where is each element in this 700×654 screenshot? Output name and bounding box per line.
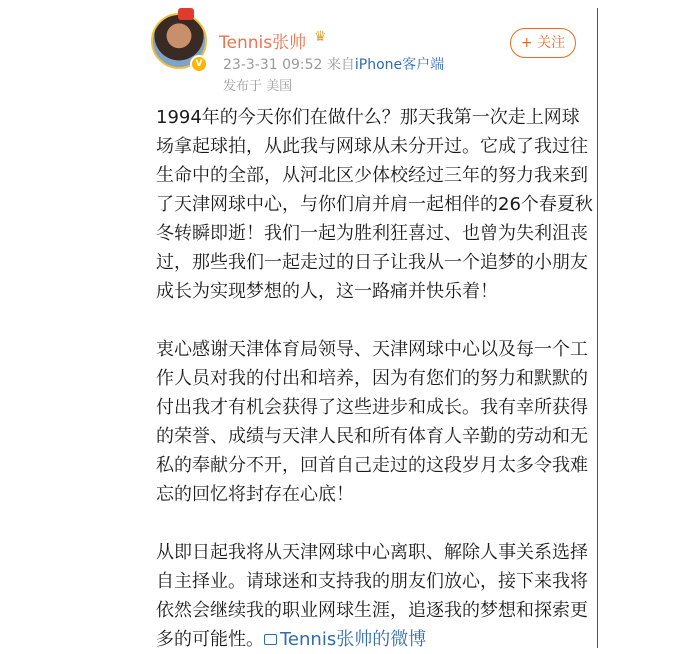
avatar-decoration-icon bbox=[178, 8, 194, 20]
crown-icon: ♛ bbox=[314, 29, 327, 45]
post-paragraph: 1994年的今天你们在做什么？那天我第一次走上网球场拿起球拍，从此我与网球从未分开过。它成了我过往生命中的全部，从河北区少体校经过三年的努力我来到了天津网球中心，与你们肩并肩一起相伴的26个春夏秋冬转瞬即逝！我们一起为胜利狂喜过、也曾为失利沮丧过，那些我们一起走过的日子让我从一个追梦的小朋友成长为实现梦想的人，这一路痛并快乐着！ bbox=[156, 107, 593, 302]
weibo-link[interactable] bbox=[264, 629, 426, 650]
follow-button[interactable]: + 关注 bbox=[510, 28, 576, 58]
post-meta bbox=[223, 54, 444, 74]
post-source[interactable]: iPhone客户端 bbox=[354, 57, 445, 73]
post-content bbox=[156, 103, 596, 654]
weibo-post-card bbox=[140, 0, 598, 648]
weibo-link-text: Tennis张帅的微博 bbox=[280, 629, 427, 650]
divider bbox=[597, 8, 598, 648]
post-paragraph: 衷心感谢天津体育局领导、天津网球中心以及每一个工作人员对我的付出和培养，因为有您们的努力和默默的付出我才有机会获得了这些进步和成长。我有幸所获得的荣誉、成绩与天津人民和所有体育人辛勤的劳动和无私的奉献分不开，回首自己走过的这段岁月太多令我难忘的回忆将封存在心底！ bbox=[156, 339, 588, 505]
post-location: 发布于 美国 bbox=[223, 79, 293, 94]
link-icon bbox=[264, 634, 277, 645]
post-time: 23-3-31 09:52 bbox=[223, 57, 323, 73]
post-paragraph-text: 从即日起我将从天津网球中心离职、解除人事关系选择自主择业。请球迷和支持我的朋友们放心，接下来我将依然会继续我的职业网球生涯，追逐我的梦想和探索更多的可能性。 bbox=[156, 542, 588, 650]
author-name[interactable]: Tennis张帅 bbox=[219, 33, 307, 53]
verified-badge-icon: V bbox=[190, 55, 208, 73]
post-paragraph-last bbox=[156, 538, 596, 654]
source-prefix: 来自 bbox=[326, 57, 355, 73]
